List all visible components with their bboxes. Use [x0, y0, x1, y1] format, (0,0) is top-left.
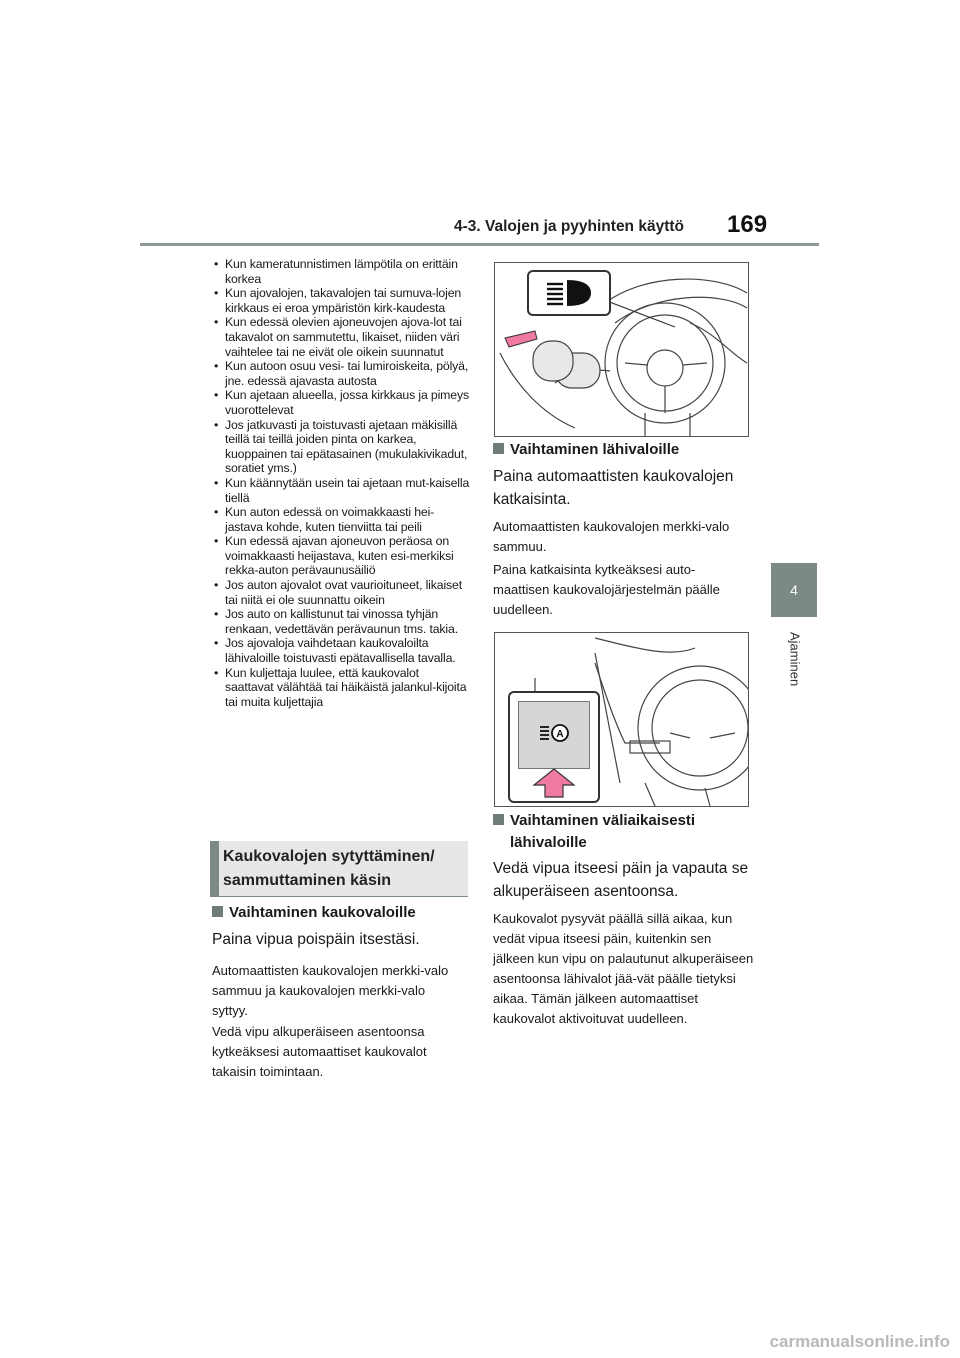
list-item: • Jos ajovaloja vaihdetaan kaukovaloilta lähivaloille toistuvasti epätavallisella tavalla. [212, 636, 470, 665]
push-arrow-icon [505, 331, 537, 347]
subhead-flash: Vaihtaminen väliaikaisesti lähivaloille [493, 810, 695, 854]
chapter-tab: 4 [771, 563, 817, 617]
switch-symbol: A [556, 729, 564, 740]
list-item: • Kun kameratunnistimen lämpötila on erittäin korkea [212, 257, 470, 286]
high-beam-indicator [527, 270, 611, 316]
section-heading [223, 845, 435, 893]
section-heading-box [210, 841, 468, 896]
list-item: • Kun kuljettaja luulee, että kaukovalot saattavat välähtää tai häikäistä jalankul-kijoita tai muita kuljettajia [212, 666, 470, 710]
lead-high-beam: Paina vipua poispäin itsestäsi. [212, 931, 420, 948]
list-item: • Jos auton ajovalot ovat vaurioituneet, likaiset tai niitä ei ole suunnattu oikein [212, 578, 470, 607]
subhead-high-beam: Vaihtaminen kaukovaloille [212, 902, 416, 924]
para-low-beam-2: Paina katkaisinta kytkeäksesi auto-maattisen kaukovalojärjestelmän päälle uudelleen. [493, 562, 720, 617]
square-bullet-icon [212, 906, 223, 917]
high-beam-icon [529, 272, 609, 314]
condition-bullet-list [212, 257, 470, 709]
header-rule [140, 243, 819, 246]
section-heading-bar [210, 841, 219, 896]
para-flash: Kaukovalot pysyvät päällä sillä aikaa, kun vedät vipua itseesi päin, kuitenkin sen jälkeen kun vipu on palautunut alkuperäiseen asentoonsa lähivalot jää-vät päälle tietyksi aikaa. Tämän jälkeen automaattiset kaukovalot aktivoituvat uudelleen. [493, 911, 754, 1026]
switch-button [518, 701, 590, 769]
section-heading-line1: Kaukovalojen sytyttäminen/ [223, 848, 435, 865]
lead-low-beam: Paina automaattisten kaukovalojen katkaisinta. [493, 468, 734, 508]
para-high-beam-2: Vedä vipu alkuperäiseen asentoonsa kytkeäksesi automaattiset kaukovalot takaisin toimintaan. [212, 1024, 427, 1079]
press-arrow-icon [530, 767, 578, 799]
list-item: • Jos auto on kallistunut tai vinossa tyhjän renkaan, vedettävän perävaunun tms. takia. [212, 607, 470, 636]
figure-lever-push [494, 262, 749, 437]
auto-high-beam-icon [519, 702, 589, 768]
chapter-label [780, 632, 810, 702]
list-item: • Kun autoon osuu vesi- tai lumiroiskeita, pölyä, jne. edessä ajavasta autosta [212, 359, 470, 388]
lead-flash: Vedä vipua itseesi päin ja vapauta se alkuperäiseen asentoonsa. [493, 860, 749, 900]
list-item: • Kun auton edessä on voimakkaasti hei-jastava kohde, kuten tienviitta tai peili [212, 505, 470, 534]
list-item: • Kun käännytään usein tai ajetaan mut-kaisella tiellä [212, 476, 470, 505]
list-item: • Jos jatkuvasti ja toistuvasti ajetaan mäkisillä teillä tai teillä joiden pinta on karkea, kuoppainen tai epätasainen (mukulakivikadut, soratiet yms.) [212, 418, 470, 476]
list-item: • Kun edessä ajavan ajoneuvon peräosa on voimakkaasti heijastava, kuten esi-merkiksi rekka-auton perävaunusäiliö [212, 534, 470, 578]
list-item: • Kun edessä olevien ajoneuvojen ajova-lot tai takavalot on sammutettu, likaiset, niiden väri vaihtelee tai ne eivät ole oikein suunnatut [212, 315, 470, 359]
switch-panel [508, 691, 600, 803]
square-bullet-icon [493, 814, 504, 825]
section-underline [210, 896, 468, 897]
chapter-label-text: Ajaminen [787, 632, 803, 687]
list-item: • Kun ajovalojen, takavalojen tai sumuva-lojen kirkkaus ei eroa ympäristön kirk-kaudesta [212, 286, 470, 315]
figure-auto-switch [494, 632, 749, 807]
section-heading-line2: sammuttaminen käsin [223, 872, 392, 889]
page-number: 169 [727, 211, 768, 238]
para-low-beam-1: Automaattisten kaukovalojen merkki-valo sammuu. [493, 519, 730, 554]
section-title: 4-3. Valojen ja pyyhinten käyttö [454, 218, 684, 235]
list-item: • Kun ajetaan alueella, jossa kirkkaus ja pimeys vuorottelevat [212, 388, 470, 417]
para-high-beam-1: Automaattisten kaukovalojen merkki-valo sammuu ja kaukovalojen merkki-valo syttyy. [212, 963, 449, 1018]
square-bullet-icon [493, 443, 504, 454]
subhead-low-beam: Vaihtaminen lähivaloille [493, 439, 679, 461]
watermark: carmanualsonline.info [769, 1332, 950, 1351]
